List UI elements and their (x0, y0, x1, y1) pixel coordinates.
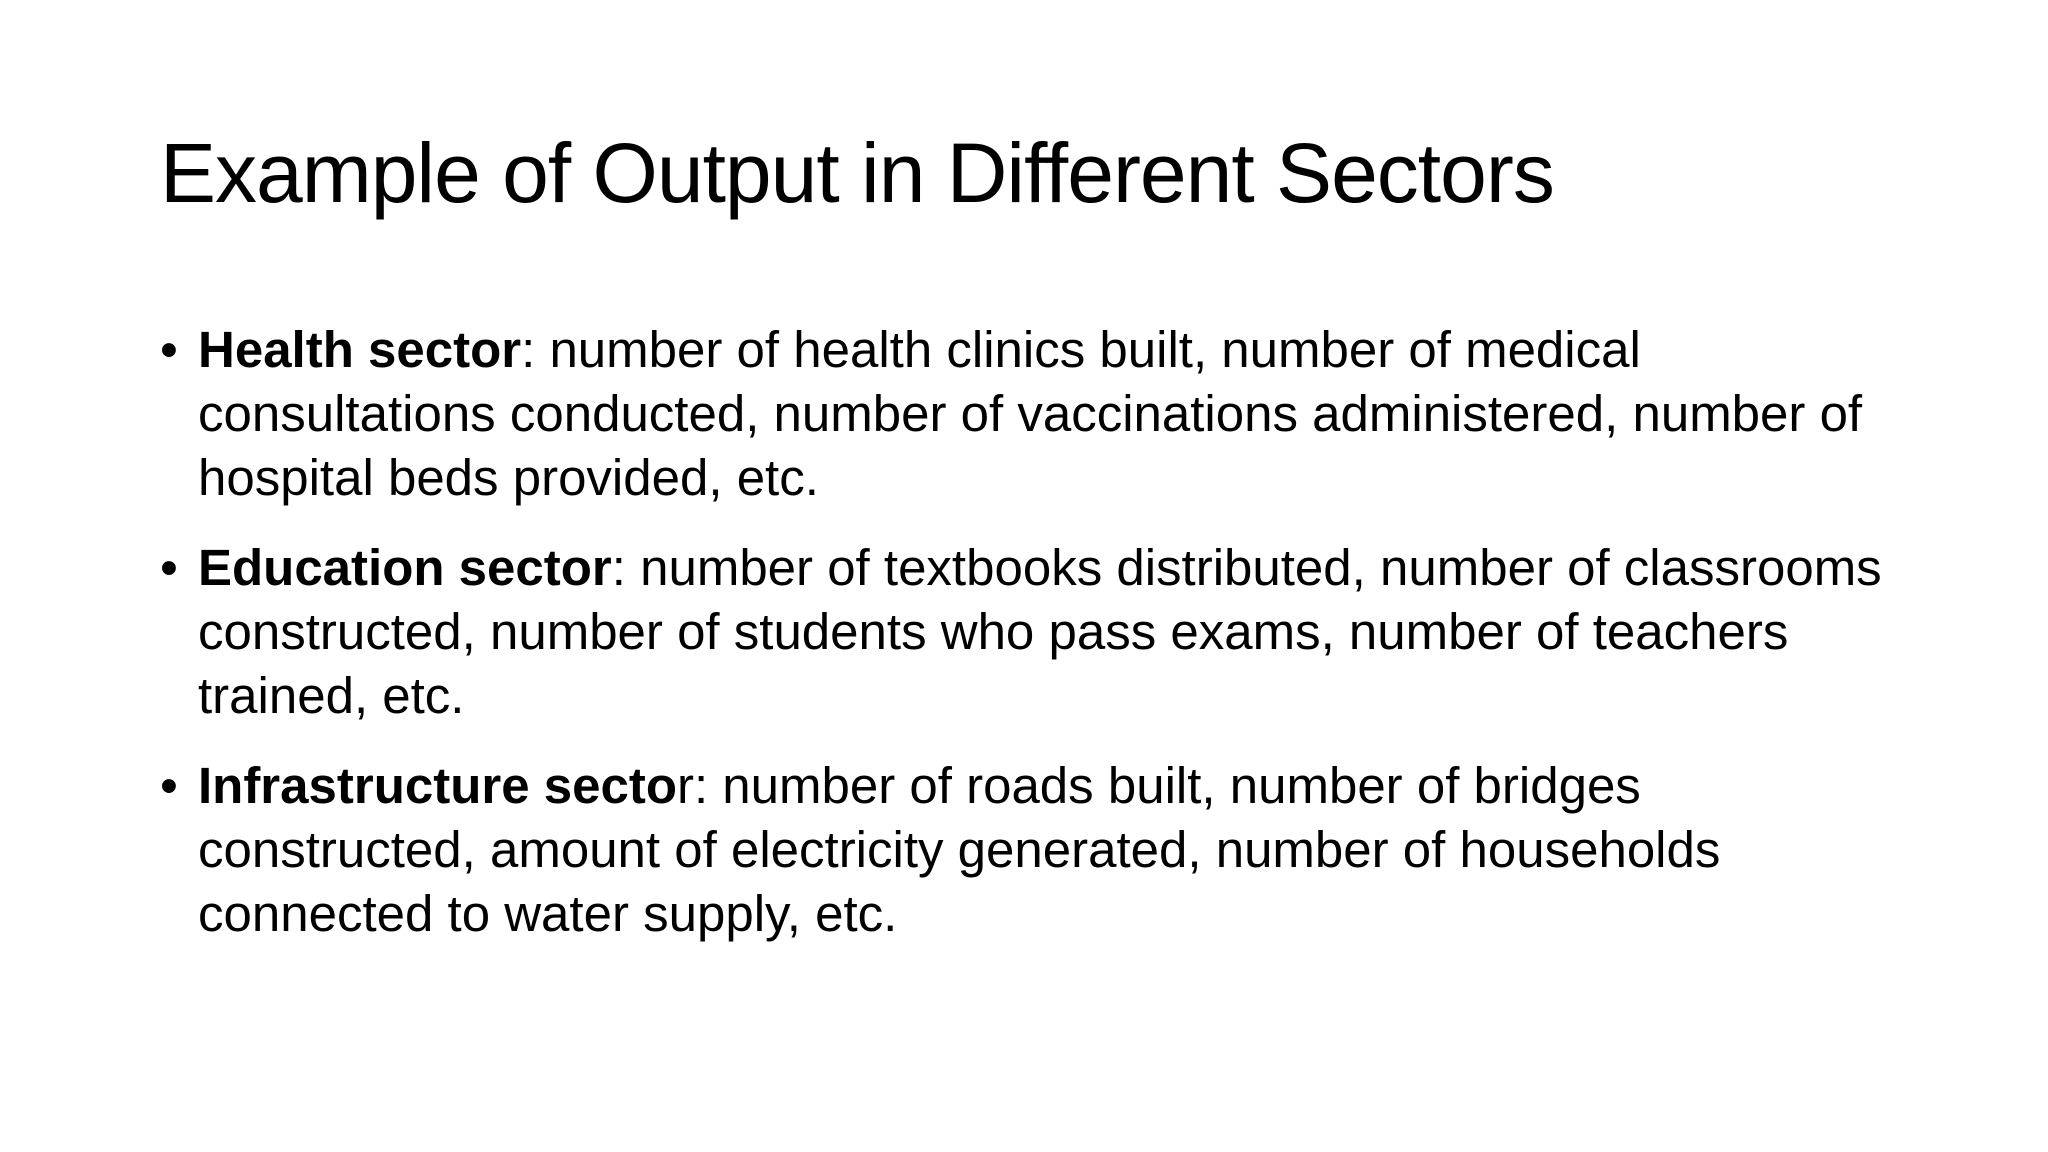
bullet-text: : number of textbooks distributed, number of classrooms constructed, number of students who pass exams, number of teachers trained, etc. (198, 539, 1882, 724)
slide-title: Example of Output in Different Sectors (160, 126, 1554, 220)
bullet-list (160, 318, 1920, 972)
bullet-item-education (160, 536, 1920, 728)
bullet-text: : number of health clinics built, number of medical consultations conducted, number of vaccinations administered, number of hospital beds provided, etc. (198, 321, 1863, 506)
bullet-dot-icon: • (160, 321, 178, 378)
bullet-heading: Infrastructure secto (198, 757, 677, 814)
bullet-item-infrastructure (160, 754, 1920, 946)
bullet-dot-icon: • (160, 539, 178, 596)
bullet-heading: Health sector (198, 321, 522, 378)
bullet-text: r: number of roads built, number of bridges constructed, amount of electricity generated, number of households connected to water supply, etc. (198, 757, 1721, 942)
bullet-heading: Education sector (198, 539, 612, 596)
bullet-dot-icon: • (160, 757, 178, 814)
bullet-item-health (160, 318, 1920, 510)
